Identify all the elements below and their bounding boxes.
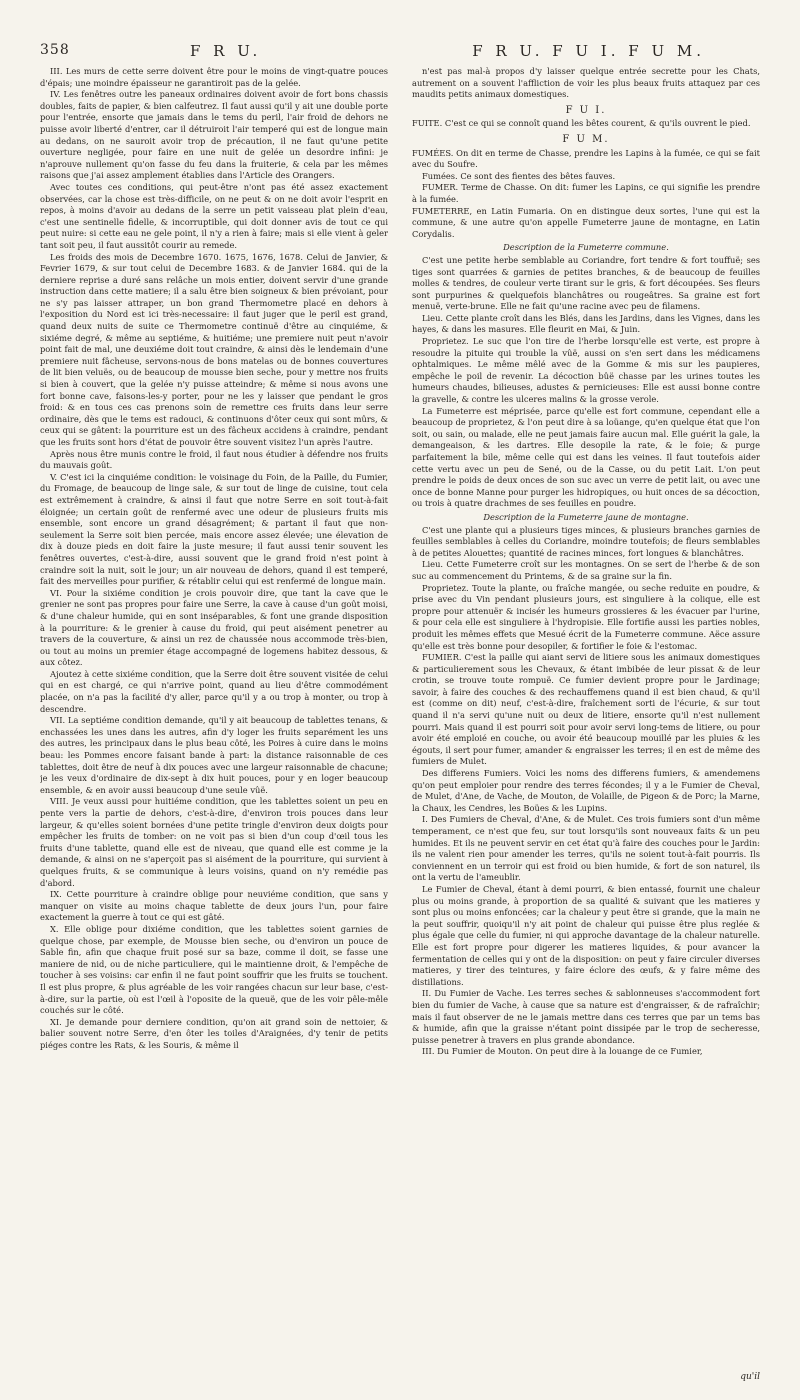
paragraph: VII. La septiéme condition demande, qu'il y ait beaucoup de tablettes tenans, & enchassées les unes dans les autres, afin d'y loger les fruits separément les uns des autres, les principaux dans le plus beau côté, les Poires à cuire dans le moins beau: les Pommes encore faisant bande à part: la distance raisonnable de ces tablettes, doit être de neuf à dix pouces avec une largeur raisonnable de chacune; je les veux d'ordinaire de dix-sept à dix huit pouces, pour y en loger beaucoup ensemble, & en avoir aussi beaucoup d'une seule vûë. <box>40 715 388 795</box>
paragraph: FUMER. Terme de Chasse. On dit: fumer les Lapins, ce qui signifie les prendre à la fumée. <box>412 182 760 204</box>
paragraph: Des differens Fumiers. Voici les noms des differens fumiers, & amendemens qu'on peut emploier pour rendre des terres fécondes; il y a le Fumier de Cheval, de Mulet, d'Ane, de Vache, de Mouton, de Volaille, de Pigeon & de Porc; la Marne, la Chaux, les Cendres, les Boües & les Lupins. <box>412 768 760 813</box>
paragraph: I. Des Fumiers de Cheval, d'Ane, & de Mulet. Ces trois fumiers sont d'un même temperament, ce n'est que feu, sur tout lorsqu'ils sont nouveaux faits & un peu humides. Et ils ne peuvent servir en cet état qu'à faire des couches pour le Jardin: ils ne valent rien pour amender les terres, qu'ils ne soient tout-à-fait pourris. Ils conviennent en un terroir qui est froid ou bien humide, & fort de son naturel, ils ont la vertu de l'ameublir. <box>412 814 760 883</box>
dictionary-entry: FUMÉES. On dit en terme de Chasse, prendre les Lapins à la fumée, ce qui se fait avec du Soufre. <box>412 147 760 170</box>
paragraph: Après nous être munis contre le froid, il faut nous étudier à défendre nos fruits du mauvais goût. <box>40 448 388 471</box>
paragraph: III. Du Fumier de Mouton. On peut dire à la louange de ce Fumier, <box>422 1046 703 1057</box>
paragraph: n'est pas mal-à propos d'y laisser quelque entrée secrette pour les Chats, autrement on a souvent l'affliction de voir les plus beaux fruits attaquez par ces maudits petits animaux domestiques. <box>412 66 760 100</box>
paragraph: Proprietez. Le suc que l'on tire de l'herbe lorsqu'elle est verte, est propre à resoudre la pituite qui trouble la vûë, aussi on s'en sert dans les médicamens ophtalmiques. Le même mêlé avec de la Gomme & mis sur les paupieres, empêche le poil de revenir. La décoction bûë chasse par les urines toutes les humeurs chaudes, bilieuses, adustes & pernicieuses: Elle est aussi bonne contre la gravelle, & contre les ulceres malins & la grosse verole. <box>412 336 760 405</box>
dictionary-entry: FUMETERRE, en Latin Fumaria. On en distingue deux sortes, l'une qui est la commune, & une autre qu'on appelle Fumeterre jaune de montagne, en Latin Corydalis. <box>412 205 760 239</box>
left-column <box>40 66 388 1366</box>
paragraph: FUMIER. C'est la paille qui aiant servi de litiere sous les animaux domestiques & particulierement sous les Chevaux, & étant imbibée de leur pissat & de leur crotin, se trouve toute rompuë. Ce fumier devient propre pour le Jardinage; savoir, à faire des couches & des rechauffemens quand il est bien chaud, & qu'il est (comme on dit) neuf, c'est-à-dire, fraîchement sorti de l'écurie, & sur tout quand il n'a servi qu'une nuit ou deux de litiere, ensorte qu'il n'est nullement pourri. Mais quand il est pourri soit pour avoir servi long-tems de litiere, ou pour avoir été emploié en couche, ou avoir été beaucoup mouillé par les pluies & les égouts, il sert pour fumer, amander & engraisser les terres; il en est de même des fumiers de Mulet. <box>412 652 760 767</box>
paragraph: V. C'est ici la cinquiéme condition: le voisinage du Foin, de la Paille, du Fumier, du Fromage, de beaucoup de linge sale, & sur tout de linge de cuisine, tout cela est extrêmement à craindre, & ainsi il faut que notre Serre en soit tout-à-fait éloignée; un certain goût de renfermé avec une odeur de plusieurs fruits mis ensemble, sont encore un grand désagrément; & partant il faut que non-seulement la Serre soit bien percée, mais encore assez élevée; une élevation de dix à douze pieds en doit faire la juste mesure; il faut aussi tenir souvent les fenêtres ouvertes, c'est-à-dire, aussi souvent que le grand froid n'est point à craindre soit la nuit, soit le jour; un air nouveau de dehors, quand il est temperé, fait des merveilles pour purifier, & rétablir celui qui est renfermé de longue main. <box>40 471 388 587</box>
paragraph: IX. Cette pourriture à craindre oblige pour neuviéme condition, que sans y manquer on visite au moins chaque tablette de deux jours l'un, pour faire exactement la guerre à tout ce qui est gâté. <box>40 889 388 923</box>
paragraph: Fumées. Ce sont des fientes des bêtes fauves. <box>422 170 616 181</box>
paragraph: II. Du Fumier de Vache. Les terres seches & sablonneuses s'accommodent fort bien du fumier de Vache, à cause que sa nature est d'engraisser, & de rafraîchir; mais il faut observer de ne le jamais mettre dans ces terres que par un tems bas & humide, afin que la graisse n'étant point dissipée par le trop de secheresse, puisse penetrer à travers en plus grande abondance. <box>412 988 760 1045</box>
paragraph: VIII. Je veux aussi pour huitiéme condition, que les tablettes soient un peu en pente vers la partie de dehors, c'est-à-dire, d'environ trois pouces dans leur largeur, & qu'elles soient bornées d'une petite tringle d'environ deux doigts pour empêcher les fruits de tomber: on ne voit pas si bien d'un coup d'œil tous les fruits d'une tablette, quand elle est de niveau, que quand elle est comme je la demande, & ainsi on ne s'aperçoit pas si aisément de la pourriture, qui survient à quelques fruits, & se communique à leurs voisins, quand on n'y remédie pas d'abord. <box>40 796 388 888</box>
page-number: 358 <box>40 42 70 58</box>
paragraph: X. Elle oblige pour dixiéme condition, que les tablettes soient garnies de quelque chose, par exemple, de Mousse bien seche, ou d'environ un pouce de Sable fin, afin que chaque fruit posé sur sa baze, comme il doit, se fasse une maniere de nid, ou de niche particuliere, qui le maintienne droit, & l'empêche de toucher à ses voisins: car enfin il ne faut point souffrir que les fruits se touchent. Il est plus propre, & plus agréable de les voir rangées chacun sur leur base, c'est-à-dire, sur la partie, où est l'œil à l'oposite de la queuë, que de les voir pêle-mêle couchés sur le côté. <box>40 923 388 1016</box>
section-heading: F U I. <box>565 104 607 116</box>
dictionary-entry: FUITE. C'est ce qui se connoît quand les bêtes courent, & qu'ils ouvrent le pied. <box>412 118 751 129</box>
section-heading: F U M. <box>562 133 610 145</box>
paragraph: C'est une plante qui a plusieurs tiges minces, & plusieurs branches garnies de feuilles semblables à celles du Coriandre, moindre toutefois; de fleurs semblables à de petites Alouettes; quantité de racines minces, fort longues & blanchâtres. <box>412 524 760 558</box>
right-column <box>412 66 760 1366</box>
paragraph: Lieu. Cette Fumeterre croît sur les montagnes. On se sert de l'herbe & de son suc au commencement du Printems, & de sa graine sur la fin. <box>412 559 760 581</box>
running-title-left: F R U. <box>190 42 262 60</box>
paragraph: XI. Je demande pour derniere condition, qu'on ait grand soin de nettoier, & balier souvent notre Serre, d'en ôter les toiles d'Araignées, d'y tenir de petits piéges contre les Rats, & les Souris, & même il <box>40 1016 388 1050</box>
paragraph: IV. Les fenêtres outre les paneaux ordinaires doivent avoir de fort bons chassis doubles, faits de papier, & bien calfeutrez. Il faut aussi qu'il y ait une double porte pour l'entrée, ensorte que jamais dans le tems du peril, l'air froid de dehors ne puisse avoir liberté d'entrer, car il détruiroit l'air temperé qui est de longue main au dedans, on ne sauroit avoir trop de précaution, il ne faut qu'une petite ouverture negligée, pour faire en une nuit de gelée un desordre infini: je n'aprouve nullement qu'on fasse du feu dans la fruiterie, & cela par les mêmes raisons que j'ai assez amplement établies dans l'Article des Orangers. <box>40 89 388 181</box>
paragraph: Le Fumier de Cheval, étant à demi pourri, & bien entassé, fournit une chaleur plus ou moins grande, à proportion de sa qualité & suivant que les matieres y sont plus ou moins enfoncées; car la chaleur y peut être si grande, que la main ne la peut souffrir, quoiqu'il n'y ait point de chaleur qui puisse être plus reglée & plus égale que celle du fumier, ni qui approche davantage de la chaleur naturelle. Elle est fort propre pour digerer les matieres liquides, & pour avancer la fermentation de celles qui y ont de la disposition: on peut y faire circuler diverses matieres, y tirer des teintures, y faire éclore des œufs, & y faire même des distillations. <box>412 883 760 987</box>
paragraph: Lieu. Cette plante croît dans les Blés, dans les Jardins, dans les Vignes, dans les hayes, & dans les masures. Elle fleurit en Mai, & Juin. <box>412 312 760 335</box>
paragraph: Avec toutes ces conditions, qui peut-être n'ont pas été assez exactement observées, car la chose est très-difficile, on ne peut & on ne doit avoir l'esprit en repos, à moins d'avoir au dedans de la serre un petit vaisseau plat plein d'eau, c'est une sentinelle fidelle, & incorruptible, qui doit donner avis de tout ce qui peut nuire: si cette eau ne gele point, il n'y a rien à faire; mais si elle vient à geler tant soit peu, il faut aussitôt courir au remede. <box>40 181 388 250</box>
paragraph: Ajoutez à cette sixiéme condition, que la Serre doit être souvent visitée de celui qui en est chargé, ce qui n'arrive point, quand au lieu d'être commodément placée, on n'a pas la facilité d'y aller, parce qu'il y a ou trop à monter, ou trop à descendre. <box>40 668 388 714</box>
paragraph: VI. Pour la sixiéme condition je crois pouvoir dire, que tant la cave que le grenier ne sont pas propres pour faire une Serre, la cave à cause d'un goût moisi, & d'une chaleur humide, qui en sont inséparables, & font une grande disposition à la pourriture: & le grenier à cause du froid, qui peut aisément penetrer au travers de la couverture, & ainsi un rez de chaussée nous accommode très-bien, ou tout au moins un premier étage accompagné de logemens habitez dessous, & aux côtez. <box>40 587 388 668</box>
running-head <box>40 42 760 66</box>
paragraph: C'est une petite herbe semblable au Coriandre, fort tendre & fort touffuë; ses tiges sont quarrées & garnies de petites branches, & de beaucoup de feuilles molles & tendres, de couleur verte tirant sur le gris, & fort découpées. Ses fleurs sont purpurines & quelquefois blanchâtres ou rougeâtres. Sa graine est fort menuë, verte-brune. Elle ne fait qu'une racine avec peu de filamens. <box>412 254 760 312</box>
paragraph: III. Les murs de cette serre doivent être pour le moins de vingt-quatre pouces d'épais; une moindre épaisseur ne garantiroit pas de la gelée. <box>40 66 388 88</box>
subheading: Description de la Fumeterre commune. <box>503 242 669 253</box>
paragraph: La Fumeterre est méprisée, parce qu'elle est fort commune, cependant elle a beaucoup de proprietez, & l'on peut dire à sa loüange, qu'en quelque état que l'on soit, ou sain, ou malade, elle ne peut jamais faire aucun mal. Elle guérit la gale, la demangeaison, & les dartres. Elle desopile la rate, & le foie; & purge parfaitement la bile, même celle qui est dans les veines. Il faut toutefois aider cette vertu avec un peu de Sené, ou de la Casse, ou du petit Lait. L'on peut prendre le poids de deux onces de son suc avec un verre de petit lait, ou avec une once de bonne Manne pour purger les hidropiques, ou huit onces de sa décoction, ou trois à quatre drachmes de ses feuilles en poudre. <box>412 405 760 509</box>
subheading: Description de la Fumeterre jaune de montagne. <box>483 511 689 522</box>
catchword: qu'il <box>740 1372 760 1382</box>
running-title-right: F R U. F U I. F U M. <box>472 42 705 60</box>
paragraph: Proprietez. Toute la plante, ou fraîche mangée, ou seche reduite en poudre, & prise avec du Vin pendant plusieurs jours, est singuliere à la colique, elle est propre pour attenuër & incisér les humeurs grossieres & les évacuer par l'urine, & pour cela elle est singuliere à l'hydropisie. Elle fortifie aussi les parties nobles, produit les mêmes effets que Mesué écrit de la Fumeterre commune. Aëce assure qu'elle est très bonne pour desopiler, & fortifier le foie & l'estomac. <box>412 582 760 651</box>
paragraph: Les froids des mois de Decembre 1670. 1675, 1676, 1678. Celui de Janvier, & Fevrier 1679, & sur tout celui de Decembre 1683. & de Janvier 1684. qui de la derniere reprise a duré sans relâche un mois entier, doivent servir d'une grande instruction dans cette matiere; il a salu être bien soigneux & bien prévoiant, pour ne s'y pas laisser attraper, un bon grand Thermometre placé en dehors à l'exposition du Nord est ici très-necessaire: il faut juger que le peril est grand, quand deux nuits de suite ce Thermometre continuë d'être au cinquiéme, & sixiéme degré, & même au septiéme, & huitiéme; une premiere nuit peut n'avoir point fait de mal, une deuxiéme doit tout craindre, & ainsi dès le lendemain d'une premiere nuit fâcheuse, servons-nous de bons matelas ou de bonnes couvertures de lit bien veluës, ou de beaucoup de mousse bien seche, pour y mettre nos fruits si bien à couvert, que la gelée n'y puisse atteindre; & même si nous avons une fort bonne cave, faisons-les-y porter, pour ne les y laisser que pendant le gros froid: & en tous ces cas prenons soin de remettre ces fruits dans leur serre ordinaire, dès que le tems est radouci, & continuons d'ôter ceux qui sont mûrs, & ceux qui se gâtent: la pourriture est un des fâcheux accidens à craindre, pendant que les fruits sont hors d'état de pouvoir être souvent visitez l'un après l'autre. <box>40 251 388 447</box>
